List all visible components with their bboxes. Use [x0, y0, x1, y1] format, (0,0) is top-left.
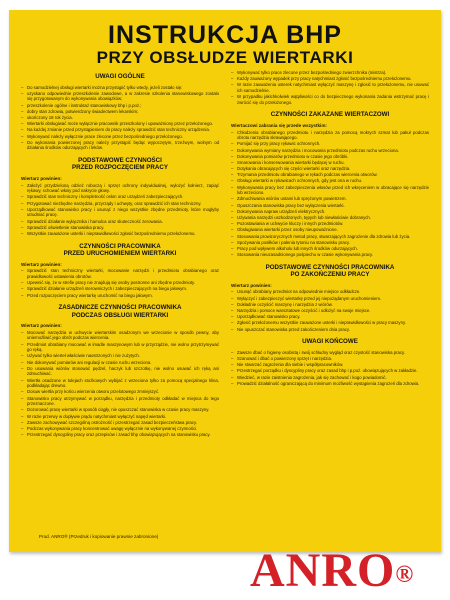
instruction-list	[231, 289, 429, 332]
instruction-item: – Wykonywania pracy bez zabezpieczenia włosów przed ich wkręceniem w obracające się narzędzie lub wrzeciono.	[231, 185, 429, 196]
instruction-item: – Obsługi wiertarki w rękawicach ochronnych, gdy jest ona w ruchu.	[231, 178, 429, 184]
instruction-list	[231, 70, 429, 105]
instruction-item: – dobry stan zdrowia, potwierdzony świadectwem lekarskim;	[21, 109, 219, 115]
section-title	[21, 73, 219, 81]
instruction-item: – Nie stwarzać zagrożenia dla siebie i współpracowników.	[231, 362, 429, 368]
instruction-item: – Stosowania nieuzasadnionego pośpiechu w czasie wykonywania pracy.	[231, 252, 429, 258]
section-title-line: PRZED URUCHOMIENIEM WIERTARKI	[63, 250, 177, 258]
section-title	[21, 243, 219, 258]
section-title	[231, 338, 429, 346]
instruction-item: – Wiedzieć, w razie zaistnienia zagrożenia, jak się zachować i kogo powiadomić.	[231, 375, 429, 381]
instruction-item: – Sprawdzić stan techniczny wiertarki, mocowanie narzędzi i przedmiotu obrabianego oraz prawidłowość ustawienia obrotów.	[21, 268, 219, 279]
logo-text: ANRO	[250, 544, 396, 597]
instruction-item: – Uporządkować stanowisko pracy i usunąć z niego wszystkie zbędne przedmioty, które mogłyby utrudniać pracę.	[21, 207, 219, 218]
instruction-item: – Pracy pod wpływem alkoholu lub innych środków odurzających.	[231, 246, 429, 252]
section-title-line: UWAGI OGÓLNE	[95, 73, 145, 80]
instruction-list	[231, 130, 429, 258]
poster-title: INSTRUKCJA BHP	[108, 21, 342, 49]
instruction-item: – Przed rozpoczęciem pracy wiertarkę uruchomić na biegu jałowym.	[21, 293, 219, 299]
instruction-item: – Przygotować niezbędne narzędzia, przyrządy i uchwyty, oraz sprawdzić ich stan techniczny.	[21, 201, 219, 207]
instruction-item: – Smarowania i konserwowania wiertarki będącej w ruchu.	[231, 160, 429, 166]
poster-subtitle: PRZY OBSŁUDZE WIERTARKI	[96, 48, 354, 67]
instruction-item: – Do usuwania wiórów stosować pędzel, haczyk lub szczotkę, nie wolno usuwać ich ręką ani zdmuchiwać.	[21, 366, 219, 377]
instruction-item: – Opuszczania stanowiska pracy bez wyłączenia wiertarki.	[231, 203, 429, 209]
section-title	[231, 264, 429, 279]
instruction-item: – Upewnić się, że w strefie pracy nie znajdują się osoby postronne ani zbędne przedmioty.	[21, 280, 219, 286]
instruction-item: – Pomijać się przy pracy rękawic ochronnych.	[231, 141, 429, 147]
instruction-list	[231, 350, 429, 387]
instruction-item: – Używania narzędzi uszkodzonych, tępych lub niewłaściwie dobranych.	[231, 215, 429, 221]
instruction-section	[21, 304, 219, 438]
instruction-item: – Mocować narzędzia w uchwycie wiertarskim osadzonym we wrzecionie w sposób pewny, aby uniemożliwić jego obrót podczas wiercenia.	[21, 330, 219, 341]
instruction-item: – ukończony 18 rok życia.	[21, 115, 219, 121]
safety-instruction-poster	[9, 10, 441, 552]
instruction-item: – Wyłączyć i zabezpieczyć wiertarkę przed jej niepożądanym uruchomieniem.	[231, 296, 429, 302]
instruction-list	[21, 268, 219, 298]
instruction-item: – Dokonywania napraw urządzeń elektrycznych.	[231, 209, 429, 215]
instruction-section	[231, 338, 429, 386]
instruction-item: – Sprawdzić stan techniczny i kompletność osłon oraz urządzeń zabezpieczających.	[21, 194, 219, 200]
section-title	[231, 111, 429, 119]
instruction-item: – Wiertła osadzone w tulejach stożkowych wybijać z wrzeciona tylko za pomocą specjalnego klina, podkładając drewno.	[21, 378, 219, 389]
section-title-line: PRZED ROZPOCZĘCIEM PRACY	[72, 164, 168, 172]
instruction-item: – Wiertarki obsługiwać może wyłącznie pracownik przeszkolony i upoważniony przez przełożonego.	[21, 121, 219, 127]
instruction-item: – Narzędzia i pomoce warsztatowe oczyścić i odłożyć na swoje miejsce.	[231, 308, 429, 314]
instruction-item: – Do samodzielnej obsługi wiertarki można przystąpić tylko wtedy, jeżeli zostało się:	[21, 85, 219, 91]
registered-mark: ®	[395, 562, 415, 588]
section-title-line: UWAGI KOŃCOWE	[302, 338, 358, 346]
instruction-item: – Szanować i dbać o powierzony sprzęt i narzędzia.	[231, 356, 429, 362]
instruction-item: – Przestrzegać porządku i dyscypliny pracy oraz zasad bhp i p.poż. obowiązujących w zakładzie.	[231, 368, 429, 374]
instruction-item: – Podczas wykonywania pracy koncentrować uwagę wyłącznie na wykonywanej czynności.	[21, 426, 219, 432]
instruction-section	[21, 73, 219, 151]
instruction-section	[231, 70, 429, 105]
instruction-item: – Prowadzić działalność ograniczającą do minimum możliwość wystąpienia zagrożeń dla zdrowia.	[231, 381, 429, 387]
instruction-section	[21, 243, 219, 299]
instruction-item: – Do wykonania powierzonej pracy należy przystąpić będąc wypoczętym, trzeźwym, wolnym od działania środków odurzających i leków.	[21, 140, 219, 151]
section-title	[21, 157, 219, 172]
instruction-item: – Dosuw wiertła przy końcu wiercenia otworu przelotowego zmniejszyć.	[21, 389, 219, 395]
instruction-section	[231, 264, 429, 333]
instruction-list	[21, 183, 219, 237]
section-title-line: CZYNNOŚCI ZAKAZANE WIERTACZOWI	[270, 111, 390, 119]
section-lead: Wiertaczowi zabrania się przede wszystkim:	[231, 122, 327, 128]
instruction-item: – Na każdej zmianie przed przystąpieniem do pracy należy sprawdzić stan techniczny urządzenia.	[21, 127, 219, 133]
instruction-item: – Dokonywania wymiany narzędzia i mocowania przedmiotu podczas ruchu wrzeciona.	[231, 148, 429, 154]
section-lead: Wiertarz powinien:	[231, 282, 272, 288]
section-lead: Wiertarz powinien:	[21, 261, 62, 267]
section-title-line: PODSTAWOWE CZYNNOŚCI PRACOWNIKA	[265, 263, 395, 271]
anro-logo	[250, 545, 414, 597]
instruction-item: – Wszystkie zauważone usterki i nieprawidłowości zgłosić bezpośredniemu przełożonemu.	[21, 231, 219, 237]
instruction-item: – W razie przerwy w dopływie prądu natychmiast wyłączyć napęd wiertarki.	[21, 414, 219, 420]
instruction-item: – W przypadku jakichkolwiek wątpliwości co do bezpiecznego wykonania zadania wstrzymać pracę i zwrócić się do przełożonego.	[231, 94, 429, 105]
instruction-item: – Zawsze zachowywać szczególną ostrożność i przestrzegać zasad bezpieczeństwa pracy.	[21, 420, 219, 426]
section-title	[21, 304, 219, 319]
instruction-item: – Używać tylko wierteł właściwie naostrzonych i nie zużytych.	[21, 353, 219, 359]
instruction-list	[21, 330, 219, 438]
instruction-item: – Wykonywać należy wyłącznie prace zlecone przez bezpośredniego przełożonego.	[21, 134, 219, 140]
section-title-line: PO ZAKOŃCZENIU PRACY	[290, 271, 370, 279]
instruction-item: – Każdy zauważony wypadek przy pracy natychmiast zgłosić bezpośredniemu przełożonemu.	[231, 76, 429, 82]
instruction-item: – Uporządkować stanowisko pracy.	[231, 314, 429, 320]
instruction-item: – Obsługiwania wiertarki przez osoby nieupoważnione.	[231, 227, 429, 233]
instruction-item: – Przedmiot obrabiany mocować w imadle maszynowym lub w przyrządzie, nie wolno przytrzymywać go ręką.	[21, 342, 219, 353]
instruction-item: – Dotykania obracających się części wiertarki oraz narzędzia.	[231, 166, 429, 172]
instruction-item: – Trzymania przedmiotu obrabianego w rękach podczas wiercenia otworów.	[231, 172, 429, 178]
section-title-line: CZYNNOŚCI PRACOWNIKA	[79, 242, 161, 250]
instruction-item: – Wykonywać tylko prace zlecone przez bezpośredniego zwierzchnika (mistrza).	[231, 70, 429, 76]
instruction-item: – Chłodzenia obrabianego przedmiotu i narzędzia za pomocą mokrych szmat lub pakuł podczas obrotu narzędzia skrawającego.	[231, 130, 429, 141]
instruction-item: – Założyć przydzieloną odzież roboczą i sprzęt ochrony indywidualnej, wyłożyć kołnierz, zapiąć rękawy, schować włosy pod nakrycie głowy.	[21, 183, 219, 194]
section-lead: Wiertarz powinien:	[21, 176, 62, 182]
instruction-item: – Stanowisko pracy utrzymywać w porządku, narzędzia i przedmioty odkładać w miejsca do tego przeznaczone.	[21, 396, 219, 407]
instruction-section	[231, 111, 429, 257]
instruction-item: – Dokładnie oczyścić maszynę i narzędzia z wiórów.	[231, 302, 429, 308]
section-title-line: ZASADNICZE CZYNNOŚCI PRACOWNIKA	[58, 304, 182, 312]
instruction-item: – Dokonywania pomiarów przedmiotu w czasie jego obróbki.	[231, 154, 429, 160]
instruction-section	[21, 157, 219, 237]
footer-note: Prod. ANRO® (Przedruk i kopiowanie prawnie zabronione)	[39, 534, 159, 539]
instruction-item: – Zawsze dbać o higienę osobistą i swój schludny wygląd oraz czystość stanowiska pracy.	[231, 350, 429, 356]
right-column	[231, 70, 429, 548]
instruction-item: – uzyskano odpowiednie przeszkolenie zawodowe, a w zakresie szkolenia stanowiskowego zostało się przygotowanym do wykonywania obowiązków;	[21, 91, 219, 102]
instruction-item: – Nie dokonywać pomiarów ani regulacji w czasie ruchu wrzeciona.	[21, 360, 219, 366]
instruction-list	[21, 85, 219, 151]
instruction-item: – Usunąć obrabiany przedmiot na odpowiednie miejsce odkładcze.	[231, 289, 429, 295]
section-title-line: PODSTAWOWE CZYNNOŚCI	[78, 156, 162, 164]
instruction-item: – Dozorować pracę wiertarki w sposób ciągły, nie opuszczać stanowiska w czasie pracy maszyny.	[21, 407, 219, 413]
instruction-item: – Pozostawiania w uchwycie kluczy i innych przedmiotów.	[231, 221, 429, 227]
left-column	[21, 70, 219, 548]
instruction-item: – Zdmuchiwania wiórów ustami lub sprężonym powietrzem.	[231, 196, 429, 202]
instruction-item: – Spożywania posiłków i palenia tytoniu na stanowisku pracy.	[231, 240, 429, 246]
instruction-item: – Sprawdzić działanie wyłącznika i hamulca oraz skuteczność zerowania.	[21, 219, 219, 225]
instruction-item: – Stosowania prowizorycznych metod pracy, stwarzających zagrożenie dla zdrowia lub życia.	[231, 234, 429, 240]
instruction-item: – Przestrzegać dyscypliny pracy oraz przepisów i zasad bhp obowiązujących na stanowisku pracy.	[21, 432, 219, 438]
instruction-item: – Sprawdzić działanie urządzeń sterowniczych i zabezpieczających na biegu jałowym.	[21, 286, 219, 292]
instruction-item: – W razie zauważenia usterek natychmiast wyłączyć maszynę i zgłosić to przełożonemu, nie usuwać ich samodzielnie.	[231, 82, 429, 93]
instruction-item: – przeszkolenie ogólne i instruktaż stanowiskowy bhp i p.poż.;	[21, 103, 219, 109]
instruction-item: – Sprawdzić oświetlenie stanowiska pracy.	[21, 225, 219, 231]
section-title-line: PODCZAS OBSŁUGI WIERTARKI	[71, 311, 169, 319]
instruction-item: – Nie opuszczać stanowiska przed zakończeniem dnia pracy.	[231, 327, 429, 333]
section-lead: Wiertarz powinien:	[21, 323, 62, 329]
instruction-item: – Zgłosić przełożonemu wszystkie zauważone usterki i nieprawidłowości w pracy maszyny.	[231, 320, 429, 326]
